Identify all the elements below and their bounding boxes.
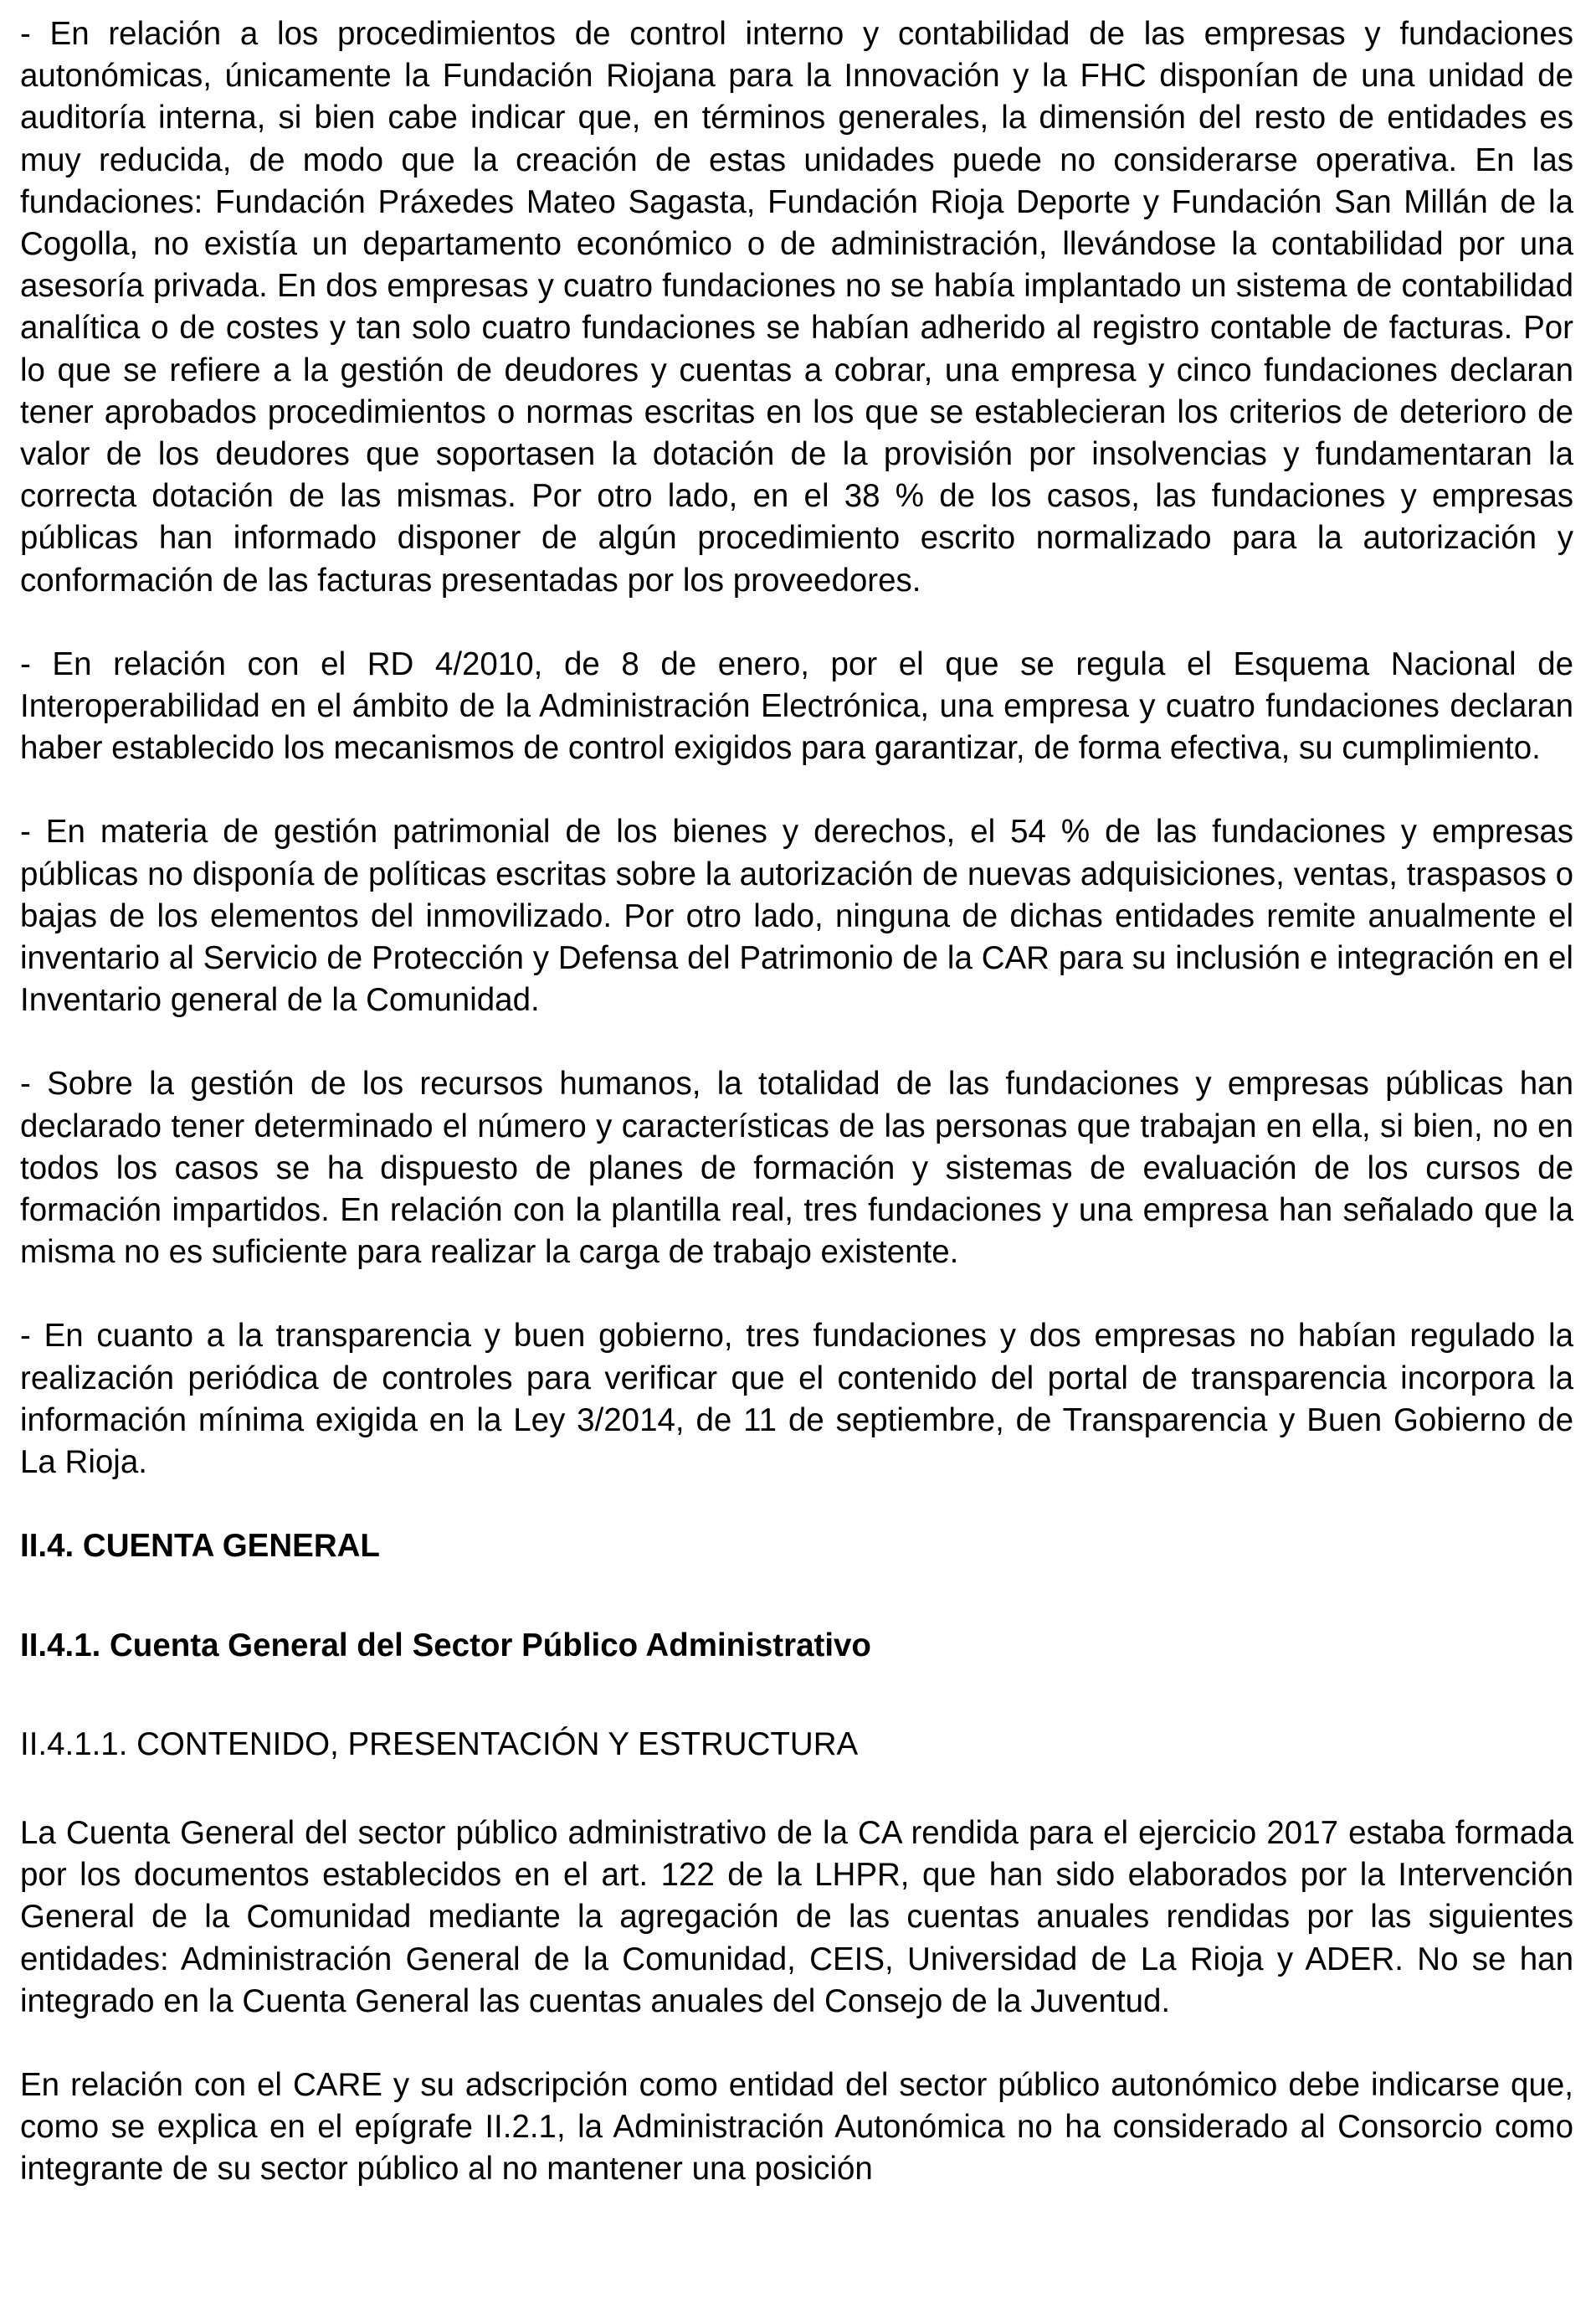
paragraph-asset-management: - En materia de gestión patrimonial de los bienes y derechos, el 54 % de las fundaciones y empresas públicas no disponía de políticas escritas sobre la autorización de nuevas adquisiciones, ventas, traspasos o bajas de los elementos del inmovilizado. Por otro lado, ninguna de dichas entidades remite anualmente el inventario al Servicio de Protección y Defensa del Patrimonio de la CAR para su inclusión e integración en el Inventario general de la Comunidad.	[20, 814, 1573, 1019]
paragraph-human-resources: - Sobre la gestión de los recursos humanos, la totalidad de las fundaciones y empresas públicas han declarado tener determinado el número y características de las personas que trabajan en ella, si bien, no en todos los casos se ha dispuesto de planes de formación y sistemas de evaluación de los cursos de formación impartidos. En relación con la plantilla real, tres fundaciones y una empresa han señalado que la misma no es suficiente para realizar la carga de trabajo existente.	[20, 1066, 1573, 1271]
subsection-heading: II.4.1. Cuenta General del Sector Público Administrativo	[20, 1627, 871, 1663]
paragraph-care: En relación con el CARE y su adscripción como entidad del sector público autonómico debe indicarse que, como se explica en el epígrafe II.2.1, la Administración Autonómica no ha considerado al Consorcio como integrante de su sector público al no mantener una posición	[20, 2066, 1573, 2188]
paragraph-interoperability: - En relación con el RD 4/2010, de 8 de enero, por el que se regula el Esquema Nacional de Interoperabilidad en el ámbito de la Administración Electrónica, una empresa y cuatro fundaciones declaran haber establecido los mecanismos de control exigidos para garantizar, de forma efectiva, su cumplimiento.	[20, 645, 1573, 767]
section-heading: II.4. CUENTA GENERAL	[20, 1528, 380, 1565]
document-page	[20, 13, 1573, 2191]
paragraph-internal-control: - En relación a los procedimientos de control interno y contabilidad de las empresas y fundaciones autonómicas, únicamente la Fundación Riojana para la Innovación y la FHC disponían de una unidad de auditoría interna, si bien cabe indicar que, en términos generales, la dimensión del resto de entidades es muy reducida, de modo que la creación de estas unidades puede no considerarse operativa. En las fundaciones: Fundación Práxedes Mateo Sagasta, Fundación Rioja Deporte y Fundación San Millán de la Cogolla, no existía un departamento económico o de administración, llevándose la contabilidad por una asesoría privada. En dos empresas y cuatro fundaciones no se había implantado un sistema de contabilidad analítica o de costes y tan solo cuatro fundaciones se habían adherido al registro contable de facturas. Por lo que se refiere a la gestión de deudores y cuentas a cobrar, una empresa y cinco fundaciones declaran tener aprobados procedimientos o normas escritas en los que se establecieran los criterios de deterioro de valor de los deudores que soportasen la dotación de la provisión por insolvencias y fundamentaran la correcta dotación de las mismas. Por otro lado, en el 38 % de los casos, las fundaciones y empresas públicas han informado disponer de algún procedimiento escrito normalizado para la autorización y conformación de las facturas presentadas por los proveedores.	[20, 16, 1573, 599]
subsubsection-heading: II.4.1.1. CONTENIDO, PRESENTACIÓN Y ESTRUCTURA	[20, 1725, 859, 1762]
paragraph-transparency: - En cuanto a la transparencia y buen gobierno, tres fundaciones y dos empresas no habían regulado la realización periódica de controles para verificar que el contenido del portal de transparencia incorpora la información mínima exigida en la Ley 3/2014, de 11 de septiembre, de Transparencia y Buen Gobierno de La Rioja.	[20, 1318, 1573, 1481]
paragraph-cuenta-general: La Cuenta General del sector público administrativo de la CA rendida para el ejercicio 2017 estaba formada por los documentos establecidos en el art. 122 de la LHPR, que han sido elaborados por la Intervención General de la Comunidad mediante la agregación de las cuentas anuales rendidas por las siguientes entidades: Administración General de la Comunidad, CEIS, Universidad de La Rioja y ADER. No se han integrado en la Cuenta General las cuentas anuales del Consejo de la Juventud.	[20, 1814, 1573, 2019]
